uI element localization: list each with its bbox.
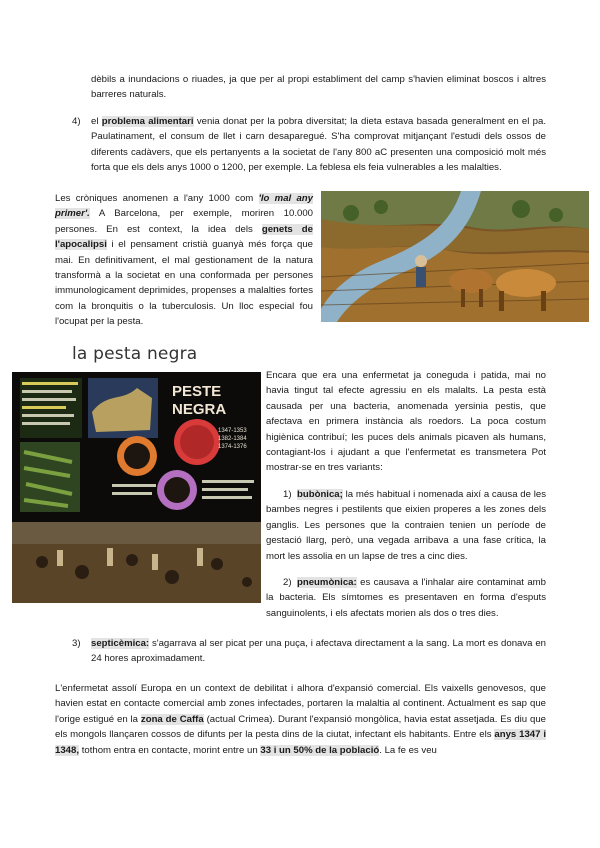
variant-3-number: 3) xyxy=(72,638,81,649)
variant-1-text: bubònica; la més habitual i nomenada així a causa de les bambes negres i pestilents que eixien properes a les zones dels ganglis. Les persones que la contraien tenien un període de gestació llarg, però, una vegada arribava a una fase crítica, la mort les assolia en un lapse de tres a cinc dies. xyxy=(266,489,546,562)
section-heading: la pesta negra xyxy=(72,344,198,364)
intro-paragraph: dèbils a inundacions o riuades, ja que per al propi establiment del camp s'havien eliminat boscos i altres barreres naturals. xyxy=(91,74,546,101)
bold-term: zona de Caffa xyxy=(140,713,204,725)
bold-term: anys 1347 i 1348, xyxy=(55,729,546,756)
europe-paragraph: L'enfermetat assolí Europa en un context de debilitat i alhora d'expansió comercial. Els vaixells genovesos, que havien estat en contacte comercial amb zones infectades, portaren la malaltia al continent. Actualment es sap que l'orige estigué en la zona de Caffa (actual Crimea). Durant l'expansió mongòlica, havia estat assetjada. Es diu que els mongols llançaren cossos de difunts per la pesta dins de la ciutat, infectant els habitants. Entre els anys 1347 i 1348, tothom entra en contacte, morint entre un 33 i un 50% de la població. La fe es veu xyxy=(55,683,547,756)
bold-term: problema alimentari xyxy=(101,116,194,127)
variant-2-number: 2) xyxy=(283,577,292,588)
chronicles-paragraph: Les cròniques anomenen a l'any 1000 com 'lo mal any primer'. A Barcelona, per exemple, moriren 10.000 persones. En est context, la idea dels genets de l'apocalipsi i el pensament cristià guanyà més força que mai. En definitivament, el mal gestionament de la natura transformà a la societat en una conformada per persones immunologicament deprimides, propenses a malalties fortes com la bronquitis o la tuberculosis. Un lloc especial fou l'ocupat per la pesta. xyxy=(55,193,314,328)
infographic-image xyxy=(12,372,261,603)
plague-infographic xyxy=(12,372,261,603)
variant-3-text: septicèmica: s'agarrava al ser picat per una puça, i afectava directament a la sang. La mort es donava en 24 hores aproximadament. xyxy=(91,638,546,665)
item-4-text: el problema alimentari venia donat per la pobra diversitat; la dieta estava basada generalment en el pa. Paulatinament, el consum de llet i carn desaparegué. S'ha comprovat mitjançant l'estudi dels ossos de diferents cadàvers, que els pertanyents a la societat de l'any 800 aC presenten una composició molt més forta que els dels anys 1000 o 1200, per exemple. La feblesa els feia vulnerables a les malalties. xyxy=(91,116,547,174)
infographic-title-line2: NEGRA xyxy=(172,401,227,418)
infographic-year-3: 1374-1376 xyxy=(218,444,247,450)
bold-term: bubònica; xyxy=(297,489,343,500)
bold-term: 33 i un 50% de la població xyxy=(260,744,380,756)
item-4-number: 4) xyxy=(72,116,81,127)
medieval-farming-painting xyxy=(321,191,589,322)
infographic-year-1: 1347-1353 xyxy=(218,428,247,434)
infographic-year-2: 1382-1384 xyxy=(218,436,247,442)
bold-term: pneumònica: xyxy=(297,577,357,588)
plague-paragraph: Encara que era una enfermetat ja coneguda i patida, mai no havia tingut tal efecte agressiu en els malalts. La pesta està causada per una bacteria, anomenada yersinia pestis, que afectava en primera instància als roedors. La poca costum higiènica contribuí; les puces dels animals picaven als humans, contagiant-los i ajudant a que l'enfermetat es transmetera Pot mostrar-se en tres variants: xyxy=(266,370,546,474)
bold-term: septicèmica: xyxy=(91,638,150,649)
bold-term: genets de l'apocalipsi xyxy=(55,223,313,251)
variant-1-number: 1) xyxy=(283,489,292,500)
infographic-title-line1: PESTE xyxy=(172,383,222,400)
variant-2-text: pneumònica: es causava a l'inhalar aire contaminat amb la bacteria. Els símtomes es presentaven en forma d'esputs sanguinolents, i els afectats morien als dos o tres dies. xyxy=(266,577,547,619)
quote-term: 'lo mal any primer'. xyxy=(55,193,313,220)
painting-image xyxy=(321,191,589,322)
